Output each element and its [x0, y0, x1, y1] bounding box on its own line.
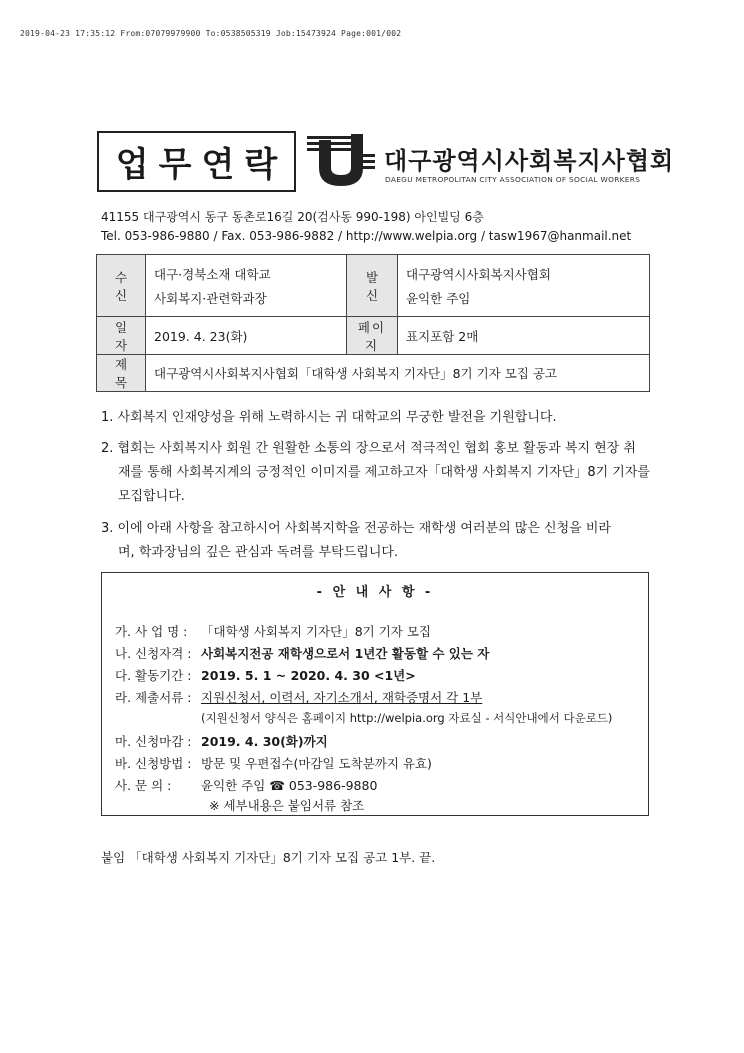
org-address: 41155 대구광역시 동구 동촌로16길 20(검사동 990-198) 아인빌딩 6층: [101, 210, 484, 224]
notice-value: 사회복지전공 재학생으로서 1년간 활동할 수 있는 자: [201, 646, 490, 661]
notice-note: (지원신청서 양식은 홈페이지 http://welpia.org 자료실 - 서식안내에서 다운로드): [201, 711, 613, 725]
notice-value: 2019. 4. 30(화)까지: [201, 734, 328, 749]
subject-value: 대구광역시사회복지사협회「대학생 사회복지 기자단」8기 기자 모집 공고: [146, 355, 650, 392]
paragraph-line: 2. 협회는 사회복지사 회원 간 원활한 소통의 장으로서 적극적인 협회 홍보 활동과 복지 현장 취: [101, 441, 636, 456]
notice-row: [115, 644, 489, 662]
notice-key: 나. 신청자격 :: [115, 646, 192, 661]
notice-key: 사. 문 의 :: [115, 778, 172, 793]
page-value: 표지포함 2매: [398, 317, 650, 355]
paragraph-1: 1. 사회복지 인재양성을 위해 노력하시는 귀 대학교의 무궁한 발전을 기원합니다.: [101, 410, 557, 425]
fax-header: 2019-04-23 17:35:12 From:07079979900 To:0538505319 Job:15473924 Page:001/002: [20, 29, 402, 38]
notice-row: [115, 666, 416, 684]
header-table: [96, 254, 650, 392]
page-label: 페이지: [347, 317, 398, 355]
org-contact: Tel. 053-986-9880 / Fax. 053-986-9882 / http://www.welpia.org / tasw1967@hanmail.net: [101, 229, 632, 243]
table-row: [97, 355, 650, 392]
org-name-en: DAEGU METROPOLITAN CITY ASSOCIATION OF SOCIAL WORKERS: [385, 175, 641, 184]
notice-value: 「대학생 사회복지 기자단」8기 기자 모집: [201, 624, 431, 639]
sender-value: [398, 255, 650, 317]
notice-row: [115, 776, 377, 794]
notice-value: 윤익한 주임 ☎ 053-986-9880: [201, 778, 378, 793]
notice-value: 방문 및 우편접수(마감일 도착분까지 유효): [201, 756, 432, 771]
notice-box: [101, 572, 649, 816]
doc-title-box: [97, 131, 296, 192]
notice-note: ※ 세부내용은 붙임서류 참조: [209, 798, 365, 813]
notice-row: [115, 622, 431, 640]
notice-row: [115, 732, 328, 750]
org-logo-icon: [305, 130, 377, 190]
recipient-value: [146, 255, 347, 317]
recipient-line: 사회복지·관련학과장: [154, 290, 267, 306]
notice-key: 다. 활동기간 :: [115, 668, 192, 683]
table-row: [97, 317, 650, 355]
paragraph-line: 재를 통해 사회복지계의 긍정적인 이미지를 제고하고자「대학생 사회복지 기자단」8기 기자를: [118, 465, 650, 480]
sender-line: 대구광역시사회복지사협회: [406, 266, 551, 282]
notice-key: 가. 사 업 명 :: [115, 624, 188, 639]
date-label: 일 자: [97, 317, 146, 355]
notice-value: 지원신청서, 이력서, 자기소개서, 재학증명서 각 1부: [201, 690, 483, 705]
org-name-ko: 대구광역시사회복지사협회: [384, 147, 675, 175]
paragraph-2: [101, 437, 661, 509]
notice-row: [115, 754, 432, 772]
table-row: [97, 255, 650, 317]
sender-line: 윤익한 주임: [406, 290, 471, 306]
notice-key: 라. 제출서류 :: [115, 690, 192, 705]
date-value: 2019. 4. 23(화): [146, 317, 347, 355]
paragraph-line: 3. 이에 아래 사항을 참고하시어 사회복지학을 전공하는 재학생 여러분의 많은 신청을 비라: [101, 521, 611, 536]
notice-title: - 안 내 사 항 -: [316, 585, 434, 600]
subject-label: 제 목: [97, 355, 146, 392]
notice-row: [115, 688, 482, 706]
attachment-line: 붙임 「대학생 사회복지 기자단」8기 기자 모집 공고 1부. 끝.: [101, 850, 436, 865]
recipient-label: 수 신: [97, 255, 146, 317]
sender-label: 발 신: [347, 255, 398, 317]
paragraph-line: 며, 학과장님의 깊은 관심과 독려를 부탁드립니다.: [118, 545, 399, 560]
notice-value: 2019. 5. 1 ~ 2020. 4. 30 <1년>: [201, 668, 416, 683]
doc-title: 업무연락: [115, 145, 288, 185]
paragraph-3: [101, 517, 661, 565]
notice-key: 바. 신청방법 :: [115, 756, 192, 771]
paragraph-line: 모집합니다.: [118, 489, 185, 504]
recipient-line: 대구·경북소재 대학교: [154, 266, 271, 282]
notice-key: 마. 신청마감 :: [115, 734, 192, 749]
